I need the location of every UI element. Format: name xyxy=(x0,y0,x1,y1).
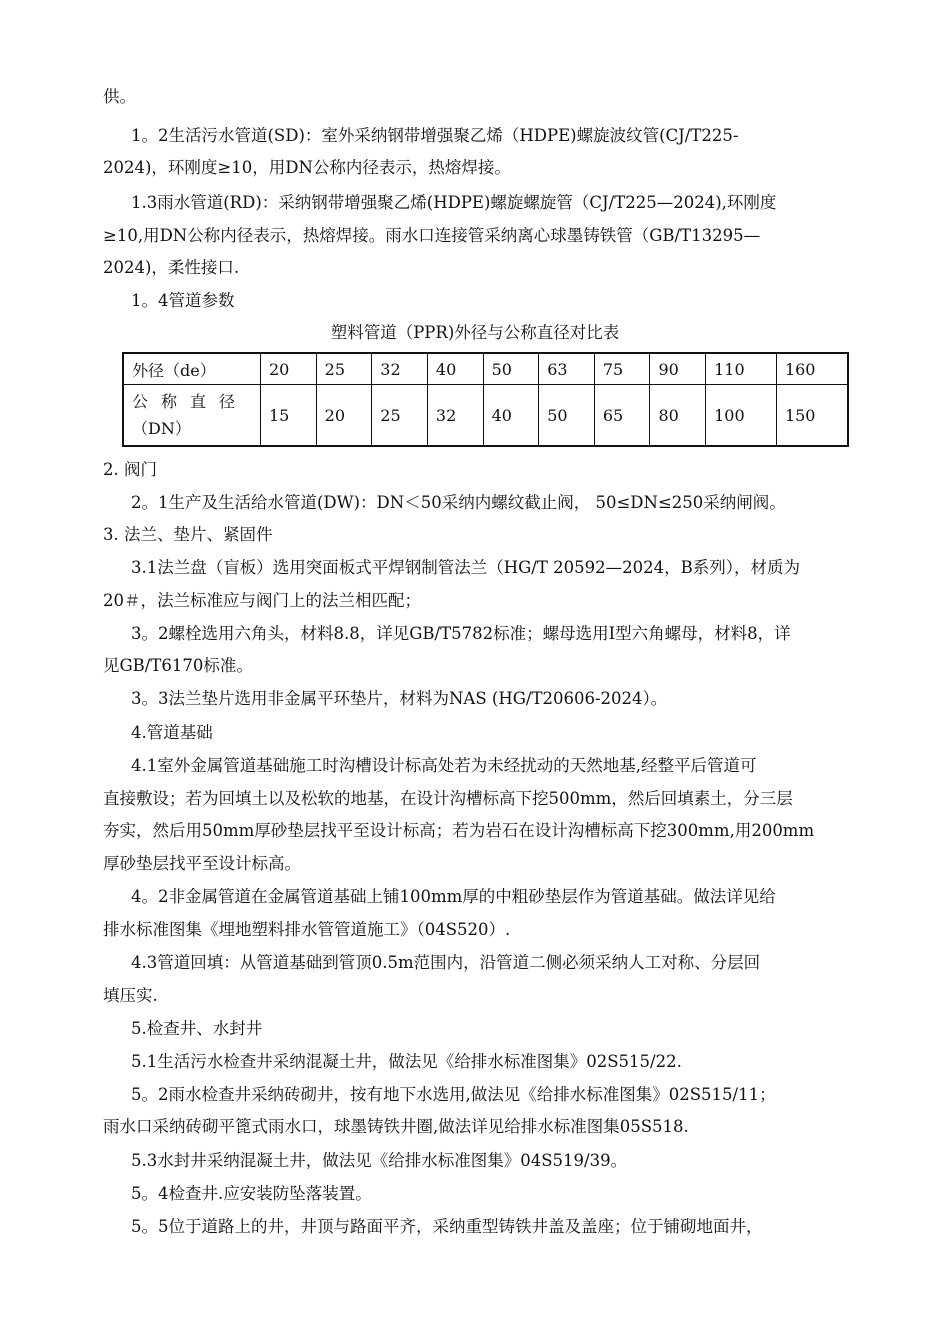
heading-4-foundation: 4.管道基础 xyxy=(131,723,213,742)
paragraph-2-1: 2。1生产及生活给水管道(DW)：DN＜50采纳内螺纹截止阀， 50≤DN≤250采纳闸阀。 xyxy=(131,493,786,512)
table-cell: 40 xyxy=(483,385,539,447)
paragraph-1-2-line2: 2024)，环刚度≥10，用DN公称内径表示，热熔焊接。 xyxy=(103,158,511,177)
table-cell: 63 xyxy=(539,353,595,385)
paragraph-3-1-line2: 20＃，法兰标准应与阀门上的法兰相匹配； xyxy=(103,591,421,610)
table-cell: 150 xyxy=(776,385,848,447)
paragraph-1-3-line3: 2024)，柔性接口. xyxy=(103,258,240,277)
paragraph-4-1-line2: 直接敷设；若为回填土以及松软的地基，在设计沟槽标高下挖500mm，然后回填素土，分三层 xyxy=(103,789,793,808)
paragraph-5-4: 5。4检查井.应安装防坠落装置。 xyxy=(131,1184,372,1203)
table-cell: 20 xyxy=(316,385,372,447)
paragraph-4-2-line2: 排水标准图集《埋地塑料排水管管道施工》（04S520）. xyxy=(103,920,511,939)
heading-2-valves: 2. 阀门 xyxy=(103,460,157,479)
table-cell: 80 xyxy=(650,385,706,447)
table-cell: 75 xyxy=(594,353,650,385)
paragraph-4-3-line1: 4.3管道回填：从管道基础到管顶0.5m范围内，沿管道二侧必须采纳人工对称、分层回 xyxy=(131,953,761,972)
paragraph-5-5-line1: 5。5位于道路上的井，井顶与路面平齐，采纳重型铸铁井盖及盖座；位于铺砌地面井， xyxy=(131,1217,763,1236)
paragraph-4-3-line2: 填压实. xyxy=(103,986,158,1005)
table-cell: 100 xyxy=(706,385,777,447)
paragraph-3-3: 3。3法兰垫片选用非金属平环垫片，材料为NAS (HG/T20606-2024）。 xyxy=(131,689,668,708)
table-cell: 160 xyxy=(776,353,848,385)
paragraph-5-1: 5.1生活污水检查井采纳混凝土井，做法见《给排水标准图集》02S515/22. xyxy=(131,1052,682,1071)
table-cell: 32 xyxy=(427,385,483,447)
paragraph-1-3-line2: ≥10,用DN公称内径表示，热熔焊接。雨水口连接管采纳离心球墨铸铁管（GB/T13295— xyxy=(103,226,761,245)
table-cell: 25 xyxy=(372,385,428,447)
table-cell: 110 xyxy=(706,353,777,385)
table-cell: 15 xyxy=(261,385,317,447)
heading-1-4: 1。4管道参数 xyxy=(131,291,235,310)
paragraph-3-2-line1: 3。2螺栓选用六角头，材料8.8，详见GB/T5782标准；螺母选用Ⅰ型六角螺母，材料8，详 xyxy=(131,624,791,643)
paragraph-3-2-line2: 见GB/T6170标准。 xyxy=(103,656,253,675)
paragraph-4-1-line4: 厚砂垫层找平至设计标高。 xyxy=(103,854,301,873)
table-cell: 25 xyxy=(316,353,372,385)
table-header-outer-diameter: 外径（de） xyxy=(123,353,261,385)
paragraph-5-3: 5.3水封井采纳混凝土井，做法见《给排水标准图集》04S519/39。 xyxy=(131,1151,628,1170)
table-cell: 65 xyxy=(594,385,650,447)
table-cell: 32 xyxy=(372,353,428,385)
heading-3-flanges: 3. 法兰、垫片、紧固件 xyxy=(103,525,273,544)
paragraph-4-2-line1: 4。2非金属管道在金属管道基础上铺100mm厚的中粗砂垫层作为管道基础。做法详见给 xyxy=(131,887,776,906)
table-row-outer-diameter xyxy=(123,353,848,385)
table-cell: 90 xyxy=(650,353,706,385)
table-header-nominal-line1: 公称直径 xyxy=(132,392,249,411)
table-header-nominal-line2: （DN） xyxy=(132,419,191,438)
paragraph-3-1-line1: 3.1法兰盘（盲板）选用突面板式平焊钢制管法兰（HG/T 20592—2024，B系列），材质为 xyxy=(131,558,800,577)
paragraph-5-2-line2: 雨水口采纳砖砌平篦式雨水口，球墨铸铁井圈,做法详见给排水标准图集05S518. xyxy=(103,1117,689,1136)
paragraph-1-2-line1: 1。2生活污水管道(SD)：室外采纳钢带增强聚乙烯（HDPE)螺旋波纹管(CJ/T225- xyxy=(131,126,739,145)
table-row-nominal-diameter xyxy=(123,385,848,447)
table-cell: 20 xyxy=(261,353,317,385)
paragraph-5-2-line1: 5。2雨水检查井采纳砖砌井，按有地下水选用,做法见《给排水标准图集》02S515/11； xyxy=(131,1085,776,1104)
heading-5-inspection-wells: 5.检查井、水封井 xyxy=(131,1019,263,1038)
table-cell: 40 xyxy=(427,353,483,385)
paragraph-continuation: 供。 xyxy=(103,87,136,106)
table-cell: 50 xyxy=(483,353,539,385)
table-header-nominal-diameter xyxy=(123,385,261,447)
paragraph-4-1-line1: 4.1室外金属管道基础施工时沟槽设计标高处若为未经扰动的天然地基,经整平后管道可 xyxy=(131,756,757,775)
paragraph-4-1-line3: 夯实，然后用50mm厚砂垫层找平至设计标高；若为岩石在设计沟槽标高下挖300mm,用200mm xyxy=(103,821,815,840)
paragraph-1-3-line1: 1.3雨水管道(RD)：采纳钢带增强聚乙烯(HDPE)螺旋螺旋管（CJ/T225—2024),环刚度 xyxy=(131,193,777,212)
pipe-diameter-table xyxy=(122,352,849,447)
table-cell: 50 xyxy=(539,385,595,447)
table-caption: 塑料管道（PPR)外径与公称直径对比表 xyxy=(330,323,620,342)
